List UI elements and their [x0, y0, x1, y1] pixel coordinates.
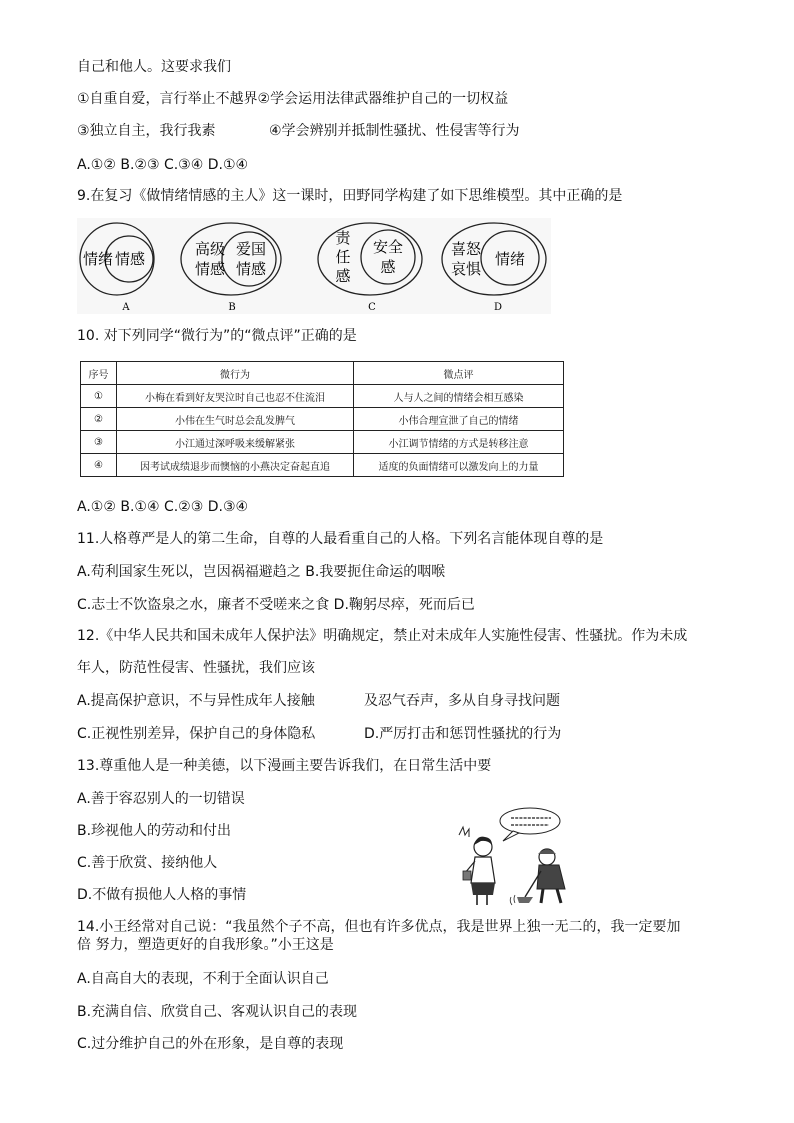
- q12-option-d: D.严厉打击和惩罚性骚扰的行为: [364, 726, 562, 742]
- q9-b-outer-label-1: 高级: [194, 240, 226, 258]
- q14-stem-2: 倍 努力，塑造更好的自我形象。”小王这是: [77, 937, 334, 953]
- q9-venn-diagrams: [77, 218, 551, 314]
- header-behavior: 微行为: [117, 362, 354, 385]
- table-row: [81, 385, 564, 408]
- q14-option-c: C.过分维护自己的外在形象，是自尊的表现: [77, 1036, 344, 1052]
- header-comment: 微点评: [354, 362, 564, 385]
- q13-option-b: B.珍视他人的劳动和付出: [77, 823, 232, 839]
- q12-stem-1: 12.《中华人民共和国未成年人保护法》明确规定，禁止对未成年人实施性侵害、性骚扰。作为未成: [77, 628, 688, 644]
- q9-d-outer-label-1: 喜怒: [450, 240, 482, 258]
- q9-diagram-d: [442, 223, 546, 313]
- q11-options-ab: A.苟利国家生死以，岂因祸福避趋之 B.我要扼住命运的咽喉: [77, 564, 446, 580]
- q9-b-inner-label-1: 爱国: [235, 240, 267, 258]
- q9-c-outer-label-2: 任: [335, 248, 351, 266]
- row-comment: 小伟合理宣泄了自己的情绪: [354, 408, 564, 431]
- row-index: ①: [81, 385, 117, 408]
- q10-options: A.①② B.①④ C.②③ D.③④: [77, 499, 249, 515]
- q9-c-letter: C: [368, 302, 376, 313]
- q9-d-outer-label-2: 哀惧: [450, 260, 482, 278]
- row-index: ②: [81, 408, 117, 431]
- q14-option-a: A.自高自大的表现，不利于全面认识自己: [77, 971, 329, 987]
- q9-a-outer-label: 情绪: [82, 250, 114, 268]
- row-index: ③: [81, 431, 117, 454]
- q9-d-letter: D: [493, 302, 503, 313]
- row-comment: 适度的负面情绪可以激发向上的力量: [354, 454, 564, 477]
- q12-option-c: C.正视性别差异，保护自己的身体隐私: [77, 726, 316, 742]
- row-behavior: 小梅在看到好友哭泣时自己也忍不住流泪: [117, 385, 354, 408]
- q13-option-c: C.善于欣赏、接纳他人: [77, 855, 218, 871]
- header-index: 序号: [81, 362, 117, 385]
- q8-statements-1-2: ①自重自爱，言行举止不越界②学会运用法律武器维护自己的一切权益: [77, 91, 509, 107]
- q9-b-inner-label-2: 情感: [235, 260, 267, 278]
- q8-statement-3: ③独立自主，我行我素: [77, 123, 216, 139]
- table-header-row: [81, 362, 564, 385]
- table-row: [81, 454, 564, 477]
- q13-stem: 13.尊重他人是一种美德，以下漫画主要告诉我们，在日常生活中要: [77, 758, 492, 774]
- q12-option-b: 及忍气吞声，多从自身寻找问题: [364, 693, 560, 709]
- q9-b-outer-label-2: 情感: [194, 260, 226, 278]
- row-comment: 人与人之间的情绪会相互感染: [354, 385, 564, 408]
- q12-stem-2: 年人，防范性侵害、性骚扰，我们应该: [77, 660, 315, 676]
- row-behavior: 小伟在生气时总会乱发脾气: [117, 408, 354, 431]
- q9-a-letter: A: [122, 302, 130, 313]
- row-comment: 小江调节情绪的方式是转移注意: [354, 431, 564, 454]
- q9-b-letter: B: [228, 302, 236, 313]
- q13-cartoon-image: [455, 805, 575, 907]
- q10-table: [80, 361, 564, 477]
- q14-option-b: B.充满自信、欣赏自己、客观认识自己的表现: [77, 1004, 358, 1020]
- q12-option-a: A.提高保护意识，不与异性成年人接触: [77, 693, 315, 709]
- q9-c-inner-label-2: 感: [380, 258, 396, 276]
- q11-stem: 11.人格尊严是人的第二生命，自尊的人最看重自己的人格。下列名言能体现自尊的是: [77, 531, 604, 547]
- table-row: [81, 408, 564, 431]
- q8-stem-continuation: 自己和他人。这要求我们: [77, 59, 231, 75]
- q9-c-outer-label-3: 感: [335, 267, 351, 285]
- q9-c-inner-label-1: 安全: [372, 238, 404, 256]
- q9-stem: 9.在复习《做情绪情感的主人》这一课时，田野同学构建了如下思维模型。其中正确的是: [77, 188, 623, 204]
- q11-options-cd: C.志士不饮盗泉之水，廉者不受嗟来之食 D.鞠躬尽瘁，死而后已: [77, 597, 475, 613]
- q9-diagram-a: [80, 223, 154, 313]
- q9-c-outer-label-1: 责: [335, 229, 351, 247]
- q14-stem-1: 14.小王经常对自己说：“我虽然个子不高，但也有许多优点，我是世界上独一无二的，我一定要加: [77, 919, 681, 935]
- q9-a-inner-label: 情感: [114, 250, 146, 268]
- q8-statement-4: ④学会辨别并抵制性骚扰、性侵害等行为: [269, 123, 520, 139]
- row-behavior: 小江通过深呼吸来缓解紧张: [117, 431, 354, 454]
- q13-option-d: D.不做有损他人人格的事情: [77, 887, 247, 903]
- q9-d-inner-label: 情绪: [494, 250, 526, 268]
- cartoon-illustration: [455, 805, 575, 907]
- row-behavior: 因考试成绩退步而懊恼的小燕决定奋起直追: [117, 454, 354, 477]
- row-index: ④: [81, 454, 117, 477]
- q9-diagram-options: [77, 218, 551, 314]
- q9-diagram-b: [181, 223, 281, 313]
- q9-diagram-c: [318, 223, 422, 313]
- q8-options: A.①② B.②③ C.③④ D.①④: [77, 157, 249, 173]
- table-row: [81, 431, 564, 454]
- q13-option-a: A.善于容忍别人的一切错误: [77, 791, 245, 807]
- q10-stem: 10. 对下列同学“微行为”的“微点评”正确的是: [77, 328, 357, 344]
